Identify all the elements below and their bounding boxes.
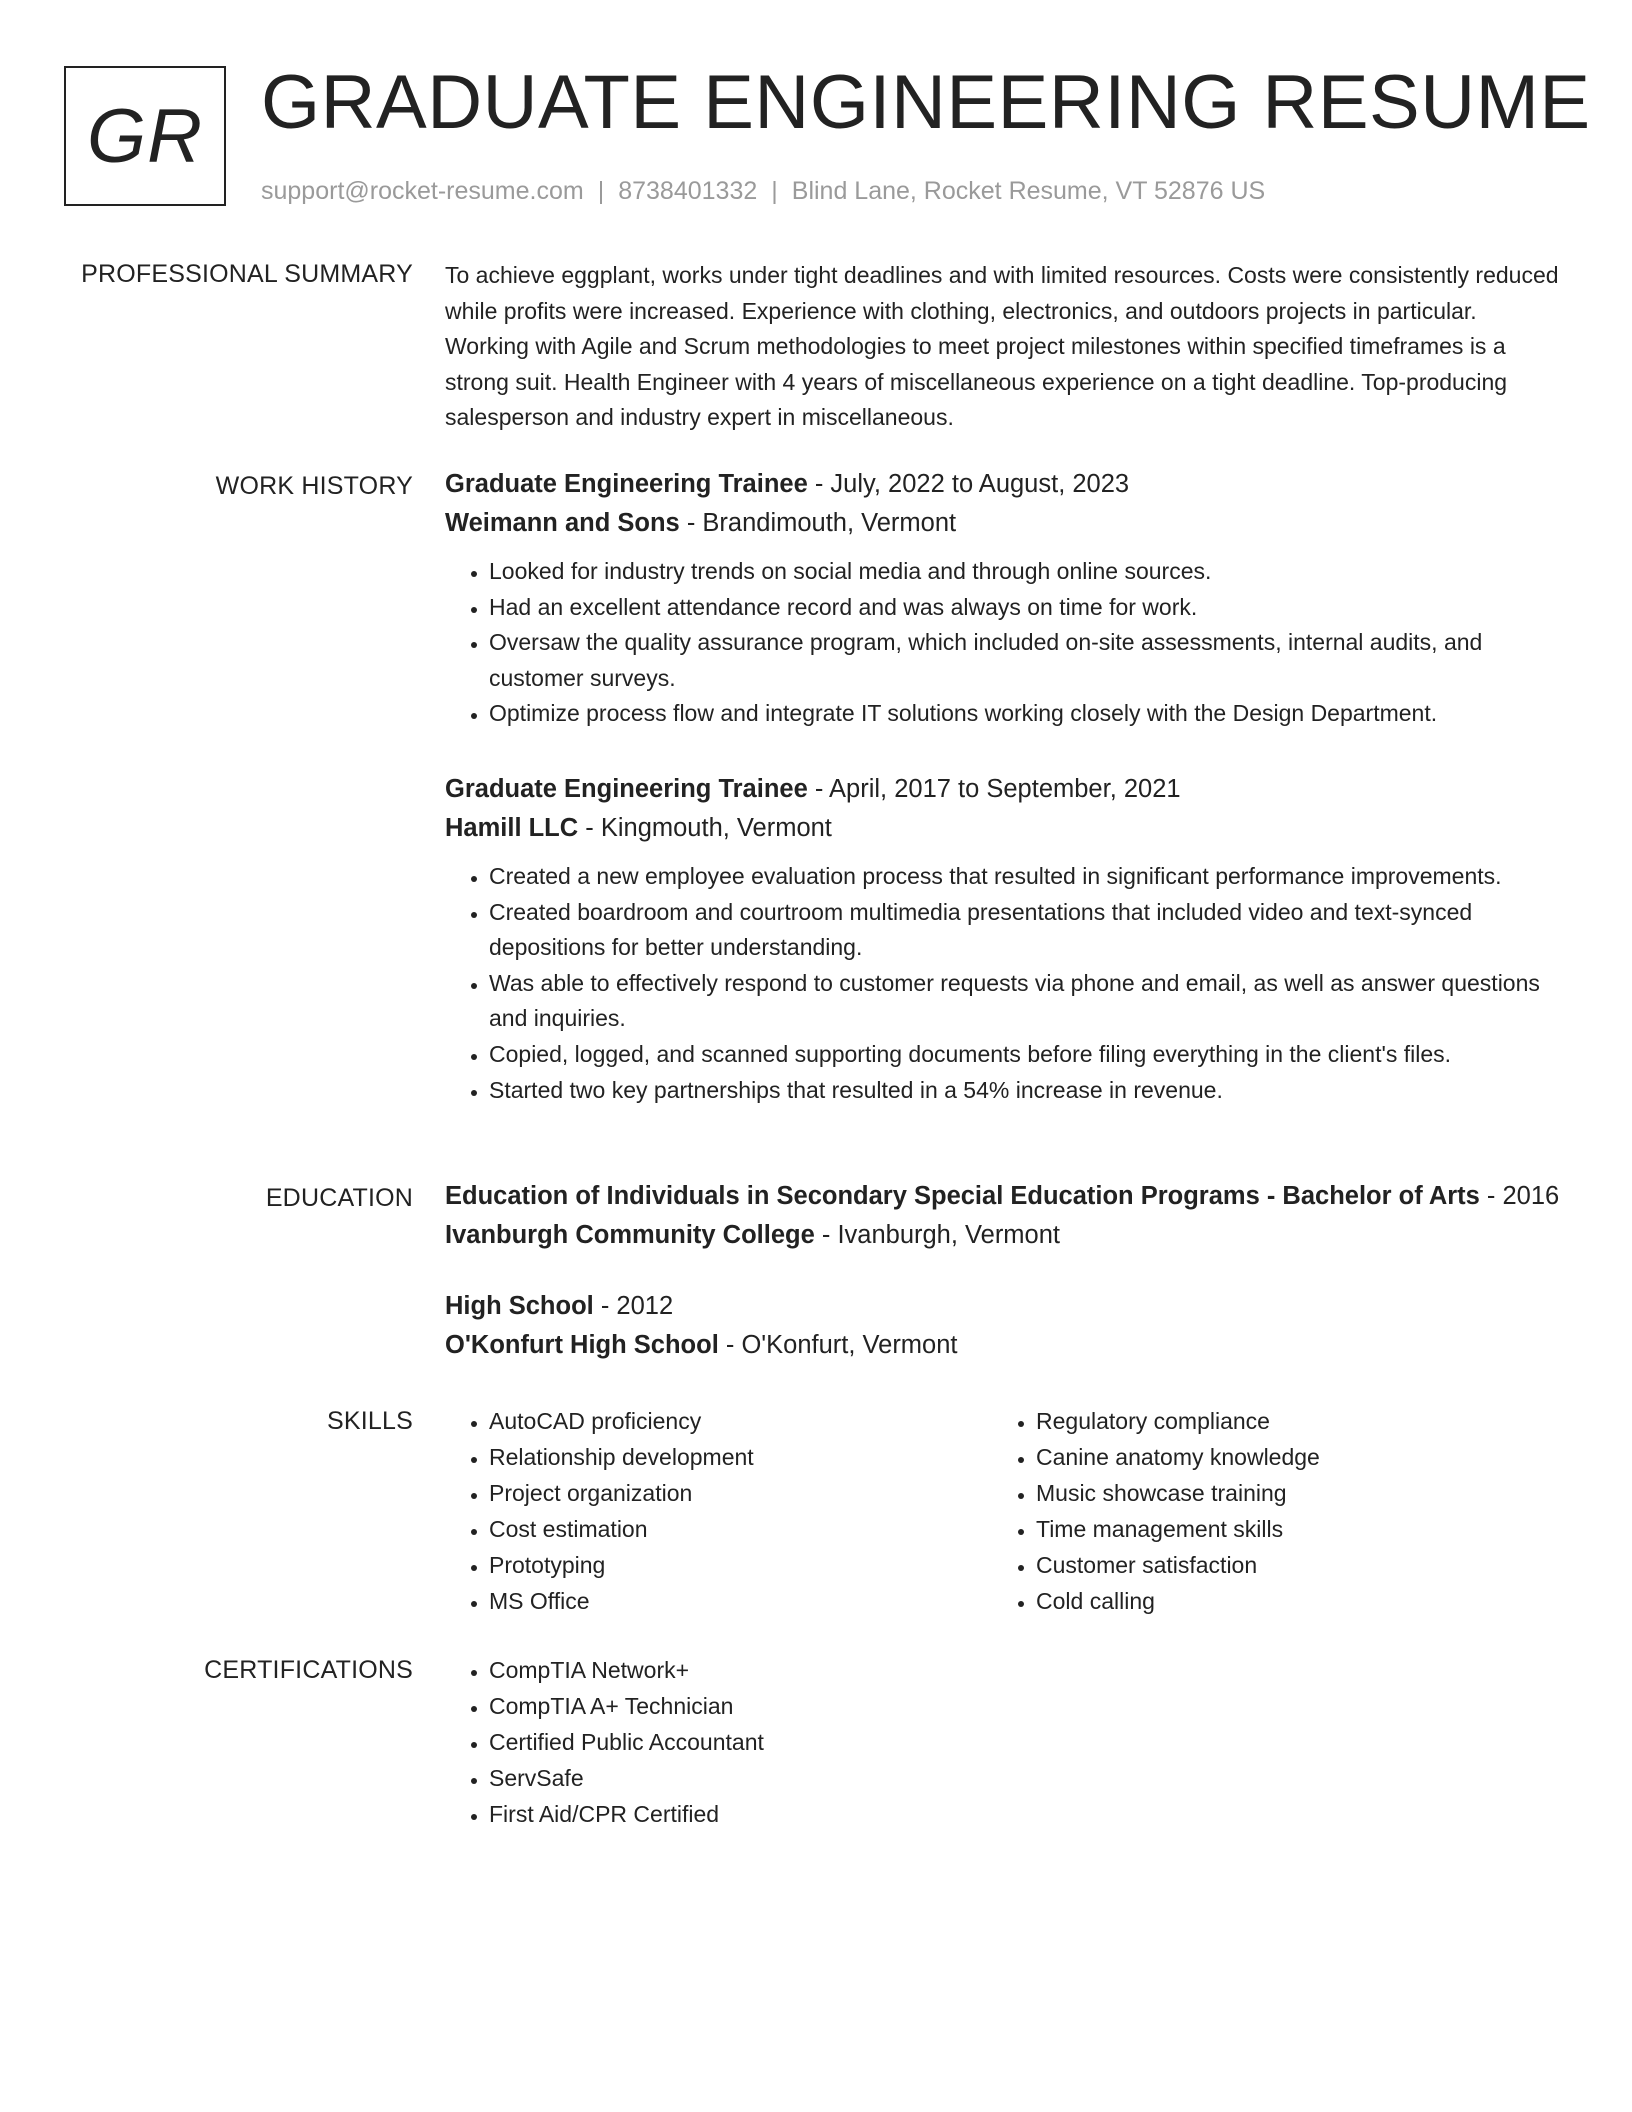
contact-email[interactable]: support@rocket-resume.com bbox=[261, 177, 584, 205]
list-item: • Music showcase training bbox=[1036, 1475, 1552, 1511]
job-company: Hamill LLC bbox=[445, 814, 579, 842]
list-item: • Was able to effectively respond to customer requests via phone and email, as well as answer questions and inquiries. bbox=[489, 966, 1560, 1037]
job-title-line bbox=[445, 770, 1560, 809]
degree: High School bbox=[445, 1292, 594, 1320]
section-label: CERTIFICATIONS bbox=[204, 1656, 413, 1684]
school-line bbox=[445, 1326, 1560, 1365]
list-item: • Regulatory compliance bbox=[1036, 1403, 1552, 1439]
list-item: • Copied, logged, and scanned supporting documents before filing everything in the client's files. bbox=[489, 1037, 1560, 1073]
education-entry bbox=[445, 1287, 1560, 1365]
job-location: - Kingmouth, Vermont bbox=[578, 814, 832, 842]
skills-column-left bbox=[445, 1403, 985, 1619]
certifications-column bbox=[445, 1652, 1145, 1832]
list-item: • Prototyping bbox=[489, 1547, 985, 1583]
list-item: • Looked for industry trends on social media and through online sources. bbox=[489, 554, 1560, 590]
school: Ivanburgh Community College bbox=[445, 1221, 815, 1249]
list-item: • ServSafe bbox=[489, 1760, 1145, 1796]
contact-separator: | bbox=[597, 177, 605, 205]
list-item: • Oversaw the quality assurance program, which included on-site assessments, internal audits, and customer surveys. bbox=[489, 625, 1560, 696]
list-item: • First Aid/CPR Certified bbox=[489, 1796, 1145, 1832]
education-entry bbox=[445, 1177, 1560, 1255]
list-item: • Relationship development bbox=[489, 1439, 985, 1475]
list-item: • CompTIA Network+ bbox=[489, 1652, 1145, 1688]
list-item: • AutoCAD proficiency bbox=[489, 1403, 985, 1439]
list-item: • Customer satisfaction bbox=[1036, 1547, 1552, 1583]
contact-separator: | bbox=[771, 177, 778, 205]
list-item: • Project organization bbox=[489, 1475, 985, 1511]
list-item: • Cost estimation bbox=[489, 1511, 985, 1547]
school: O'Konfurt High School bbox=[445, 1331, 719, 1359]
degree: Education of Individuals in Secondary Special Education Programs - Bachelor of Arts bbox=[445, 1182, 1480, 1210]
degree-year: - 2012 bbox=[593, 1292, 674, 1320]
list-item: • Cold calling bbox=[1036, 1583, 1552, 1619]
job-entry bbox=[445, 465, 1560, 732]
degree-line bbox=[445, 1287, 1560, 1326]
job-bullets bbox=[445, 554, 1560, 732]
certifications-list bbox=[445, 1652, 1145, 1832]
degree-year: - 2016 bbox=[1479, 1182, 1560, 1210]
list-item: • Canine anatomy knowledge bbox=[1036, 1439, 1552, 1475]
section-label: WORK HISTORY bbox=[215, 472, 413, 500]
job-company: Weimann and Sons bbox=[445, 509, 680, 537]
list-item: • Certified Public Accountant bbox=[489, 1724, 1145, 1760]
list-item: • Had an excellent attendance record and was always on time for work. bbox=[489, 590, 1560, 626]
job-title: Graduate Engineering Trainee bbox=[445, 470, 808, 498]
job-location: - Brandimouth, Vermont bbox=[679, 509, 957, 537]
summary-text: To achieve eggplant, works under tight deadlines and with limited resources. Costs were consistently reduced while profits were increased. Experience with clothing, electronics, and outdoors projects in particular. Working with Agile and Scrum methodologies to meet project milestones within specified timeframes is a strong suit. Health Engineer with 4 years of miscellaneous experience on a tight deadline. Top-producing salesperson and industry expert in miscellaneous. bbox=[445, 262, 1559, 431]
resume-title: GRADUATE ENGINEERING RESUME bbox=[261, 60, 1591, 145]
school-location: - Ivanburgh, Vermont bbox=[814, 1221, 1060, 1249]
job-dates: - April, 2017 to September, 2021 bbox=[807, 775, 1181, 803]
school-location: - O'Konfurt, Vermont bbox=[718, 1331, 958, 1359]
list-item: • Created boardroom and courtroom multimedia presentations that included video and text-synced depositions for better understanding. bbox=[489, 895, 1560, 966]
job-dates: - July, 2022 to August, 2023 bbox=[807, 470, 1130, 498]
contact-line bbox=[261, 174, 1265, 208]
job-title-line bbox=[445, 465, 1560, 504]
skills-list bbox=[445, 1403, 985, 1619]
list-item: • Time management skills bbox=[1036, 1511, 1552, 1547]
job-entry bbox=[445, 770, 1560, 1108]
contact-phone[interactable]: 8738401332 bbox=[618, 177, 758, 205]
section-label: SKILLS bbox=[327, 1407, 413, 1435]
contact-address: Blind Lane, Rocket Resume, VT 52876 US bbox=[791, 177, 1266, 205]
section-body bbox=[445, 258, 1560, 436]
list-item: • CompTIA A+ Technician bbox=[489, 1688, 1145, 1724]
section-label: EDUCATION bbox=[265, 1184, 413, 1212]
list-item: • Started two key partnerships that resulted in a 54% increase in revenue. bbox=[489, 1073, 1560, 1109]
job-company-line bbox=[445, 504, 1560, 543]
job-bullets bbox=[445, 859, 1560, 1108]
job-company-line bbox=[445, 809, 1560, 848]
job-title: Graduate Engineering Trainee bbox=[445, 775, 808, 803]
school-line bbox=[445, 1216, 1560, 1255]
list-item: • Created a new employee evaluation process that resulted in significant performance improvements. bbox=[489, 859, 1560, 895]
degree-line bbox=[445, 1177, 1560, 1216]
list-item: • MS Office bbox=[489, 1583, 985, 1619]
monogram-logo: GR bbox=[64, 66, 226, 206]
skills-list bbox=[992, 1403, 1552, 1619]
section-label: PROFESSIONAL SUMMARY bbox=[81, 260, 413, 288]
list-item: • Optimize process flow and integrate IT solutions working closely with the Design Department. bbox=[489, 696, 1560, 732]
skills-column-right bbox=[992, 1403, 1552, 1619]
